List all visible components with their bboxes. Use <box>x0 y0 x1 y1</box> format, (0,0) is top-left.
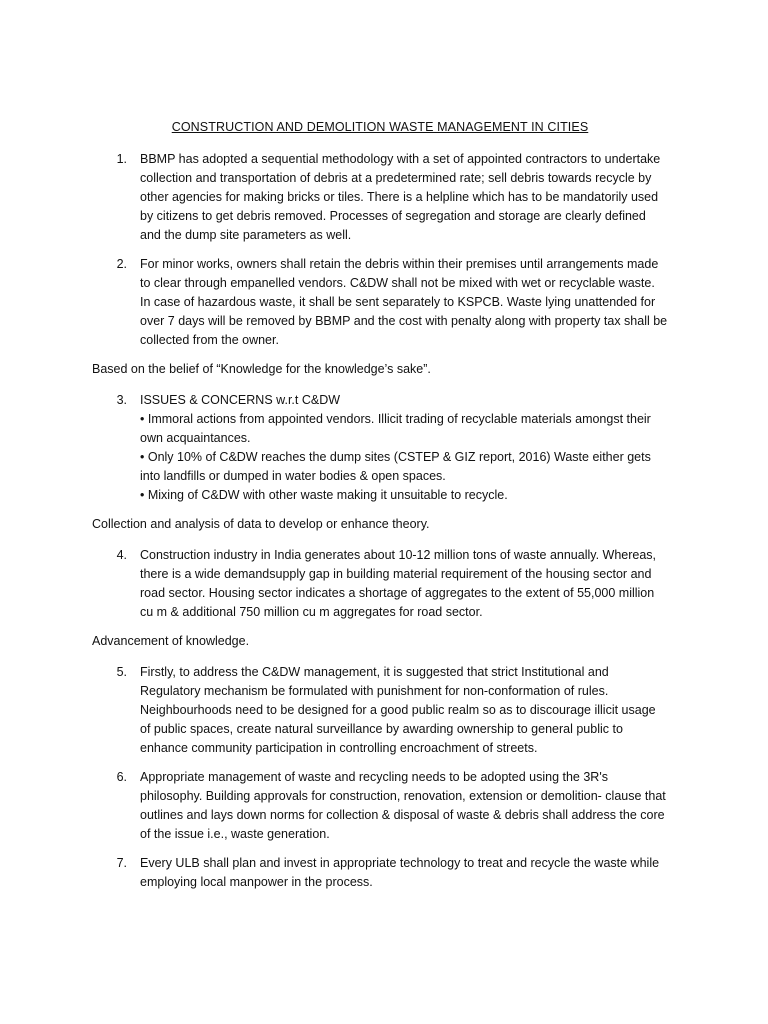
item-number: 2. <box>116 257 127 271</box>
document-title: CONSTRUCTION AND DEMOLITION WASTE MANAGEMENT IN CITIES <box>171 120 589 134</box>
item-number: 6. <box>116 770 127 784</box>
item-text: ISSUES & CONCERNS w.r.t C&DW <box>140 393 341 407</box>
list-item-4 <box>92 546 668 622</box>
item-number: 3. <box>116 393 127 407</box>
list-item-3 <box>92 391 668 505</box>
section-heading-3: Advancement of knowledge. <box>92 634 250 648</box>
section-heading-1: Based on the belief of “Knowledge for the knowledge’s sake”. <box>92 362 431 376</box>
list-item-2 <box>92 255 668 350</box>
item-body <box>140 391 668 505</box>
list-item-6 <box>92 768 668 844</box>
list-item-1 <box>92 150 668 245</box>
item-number: 7. <box>116 856 127 870</box>
item-text: BBMP has adopted a sequential methodology with a set of appointed contractors to undertake collection and transportation of debris at a predetermined rate; sell debris towards recycle by other agencies for making bricks or tiles. There is a helpline which has to be mandatorily used by citizens to get debris removed. Processes of segregation and storage are clearly defined and the dump site parameters as well. <box>140 152 661 242</box>
section-heading-2: Collection and analysis of data to develop or enhance theory. <box>92 517 430 531</box>
item-text: Firstly, to address the C&DW management, it is suggested that strict Institutional and Regulatory mechanism be formulated with punishment for non-conformation of rules. Neighbourhoods need to be designed for a good public realm so as to discourage illicit usage of public spaces, create natural surveillance by awarding ownership to general public to enhance community participation in controlling encroachment of streets. <box>140 665 656 755</box>
bullet-item: • Immoral actions from appointed vendors. Illicit trading of recyclable materials amongst their own acquaintances. <box>140 412 651 445</box>
item-text: Every ULB shall plan and invest in appropriate technology to treat and recycle the waste while employing local manpower in the process. <box>140 856 660 889</box>
bullet-item: • Only 10% of C&DW reaches the dump sites (CSTEP & GIZ report, 2016) Waste either gets into landfills or dumped in water bodies & open spaces. <box>140 450 651 483</box>
item-number: 1. <box>116 152 127 166</box>
item-text: Construction industry in India generates about 10-12 million tons of waste annually. Whereas, there is a wide demandsupply gap in building material requirement of the housing sector and road sector. Housing sector indicates a shortage of aggregates to the extent of 55,000 million cu m & additional 750 million cu m aggregates for road sector. <box>140 548 657 619</box>
bullet-item: • Mixing of C&DW with other waste making it unsuitable to recycle. <box>140 488 508 502</box>
item-text: Appropriate management of waste and recycling needs to be adopted using the 3R's philosophy. Building approvals for construction, renovation, extension or demolition- clause that outlines and lays down norms for collection & disposal of waste & debris shall address the core of the issue i.e., waste generation. <box>140 770 666 841</box>
item-number: 4. <box>116 548 127 562</box>
item-text: For minor works, owners shall retain the debris within their premises until arrangements made to clear through empanelled vendors. C&DW shall not be mixed with wet or recyclable waste. In case of hazardous waste, it shall be sent separately to KSPCB. Waste lying unattended for over 7 days will be removed by BBMP and the cost with penalty along with property tax shall be collected from the owner. <box>140 257 668 347</box>
list-item-7 <box>92 854 668 892</box>
list-item-5 <box>92 663 668 758</box>
item-number: 5. <box>116 665 127 679</box>
